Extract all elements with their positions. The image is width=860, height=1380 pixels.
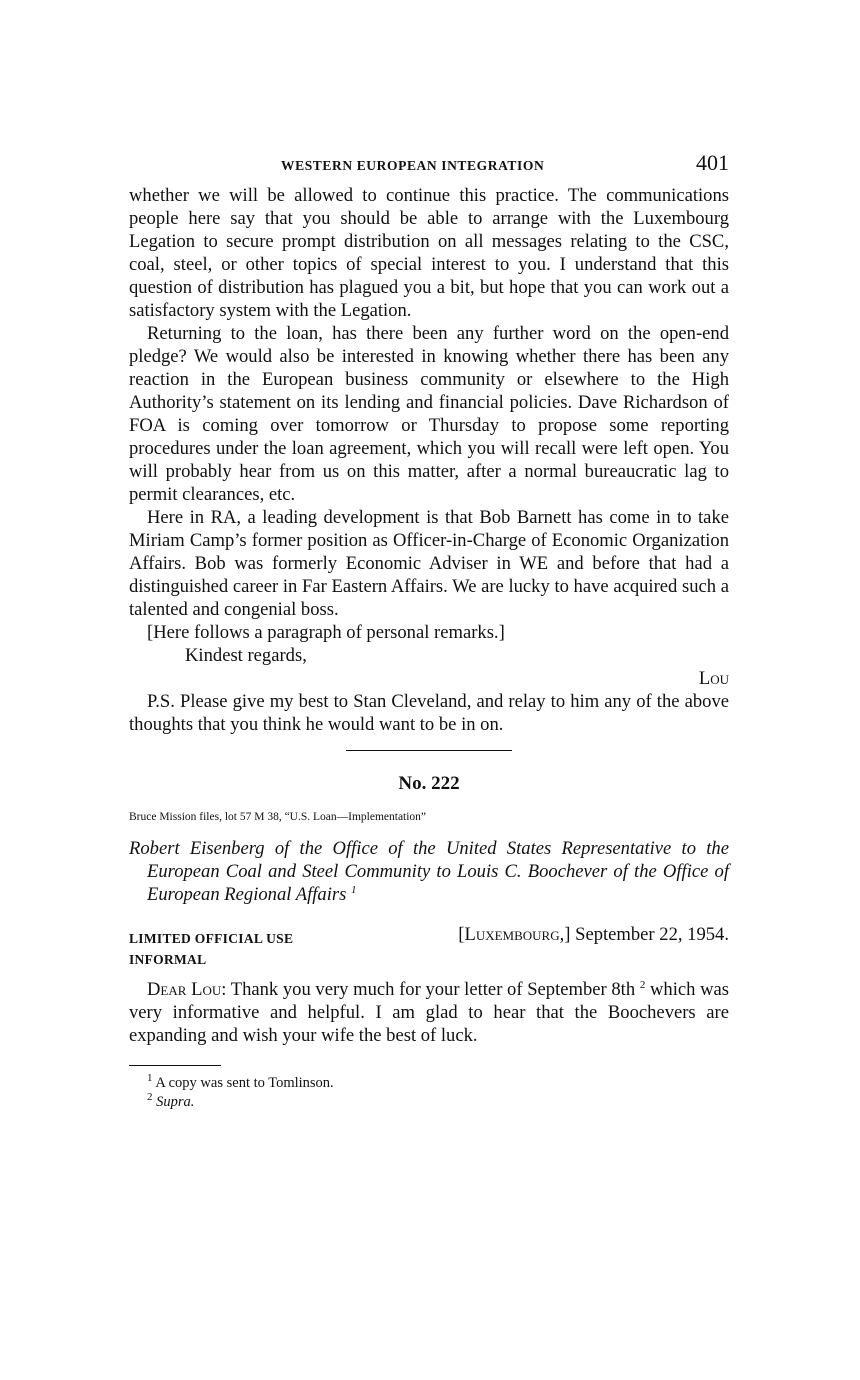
footnote-text: A copy was sent to Tomlinson. xyxy=(155,1075,334,1091)
dateline-place: [Luxembourg,] xyxy=(458,924,571,945)
running-head xyxy=(129,150,729,184)
footnote-text: Supra. xyxy=(156,1094,195,1110)
dateline xyxy=(458,924,729,946)
paragraph-loan: Returning to the loan, has there been any further word on the open-end pledge? We would also be interested in knowing whether there has been any reaction in the European business community or elsewhere to the High Authority’s statement on its lending and financial policies. Dave Richardson of FOA is coming over tomorrow or Thursday to propose some reporting procedures under the loan agreement, which you will recall were left open. You will probably hear from us on this matter, after a normal bureaucratic lag to permit clearances, etc. xyxy=(129,323,729,505)
footnote-ref-2[interactable]: 2 xyxy=(639,978,646,991)
dateline-date: September 22, 1954. xyxy=(575,924,729,945)
document-number: No. 222 xyxy=(398,773,460,794)
closing: Kindest regards, xyxy=(185,645,307,666)
paragraph-ra-development: Here in RA, a leading development is that Bob Barnett has come in to take Miriam Camp’s former position as Officer-in-Charge of Economic Organization Affairs. Bob was formerly Economic Adviser in WE and before that had a distinguished career in Far Eastern Affairs. We are lucky to have acquired such a talented and congenial boss. xyxy=(129,507,729,620)
salutation: Dear Lou: xyxy=(147,979,227,1000)
page-number: 401 xyxy=(696,150,729,175)
footnote-divider xyxy=(129,1065,221,1066)
footnote-ref-1[interactable]: 1 xyxy=(351,883,357,896)
postscript: P.S. Please give my best to Stan Cleveland, and relay to him any of the above thoughts that you think he would want to be in on. xyxy=(129,691,729,735)
paragraph-continuation: whether we will be allowed to continue this practice. The communications people here say that you should be able to arrange with the Luxembourg Legation to secure prompt distribution on all messages relating to the CSC, coal, steel, or other topics of special interest to you. I understand that this question of distribution has plagued you a bit, but hope that you can work out a satisfactory system with the Legation. xyxy=(129,185,729,321)
footnote-2 xyxy=(129,1093,729,1112)
letter-continuation xyxy=(129,184,729,736)
classification-line: LIMITED OFFICIAL USE xyxy=(129,931,294,946)
footnote-marker: 1 xyxy=(147,1072,153,1085)
handling-line: INFORMAL xyxy=(129,952,207,967)
body-text-end: which was very informative and helpful. I am glad to hear that the Boochevers are expanding and wish your wife the best of luck. xyxy=(129,979,730,1046)
document-page xyxy=(129,150,729,1112)
footnote-1 xyxy=(129,1074,729,1093)
footnote-marker: 2 xyxy=(147,1091,153,1104)
section-divider xyxy=(346,750,512,751)
document-caption xyxy=(129,837,729,906)
letter-body xyxy=(129,978,729,1047)
running-title: WESTERN EUROPEAN INTEGRATION xyxy=(281,158,545,173)
classification xyxy=(129,928,293,970)
signature: Lou xyxy=(698,668,729,689)
caption-text: Robert Eisenberg of the Office of the United States Representative to the European Coal and Steel Community to Louis C. Boochever of the Office of European Regional Affairs xyxy=(129,838,729,905)
footnotes xyxy=(129,1074,729,1112)
body-text-start: Thank you very much for your letter of September 8th xyxy=(230,979,636,1000)
source-note: Bruce Mission files, lot 57 M 38, “U.S. Loan—Implementation” xyxy=(129,811,427,823)
letter-header xyxy=(129,924,729,968)
paragraph-editorial-note: [Here follows a paragraph of personal remarks.] xyxy=(147,622,505,643)
letter-paragraph xyxy=(129,978,729,1047)
